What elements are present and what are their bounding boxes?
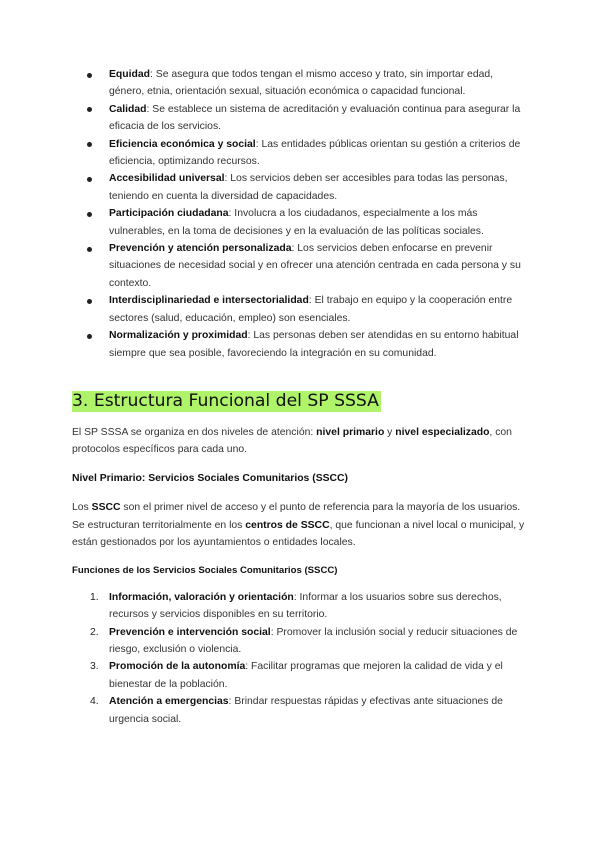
- list-item: [72, 693, 528, 728]
- bullet-icon: [87, 247, 92, 252]
- functions-list: [72, 589, 528, 728]
- list-item: [72, 101, 528, 136]
- bullet-icon: [87, 73, 92, 78]
- intro-text-3: , con protocolos específicos para cada uno.: [72, 426, 512, 456]
- list-item: [72, 205, 528, 240]
- sscc-paragraph: [72, 499, 528, 551]
- list-item: [72, 66, 528, 101]
- list-item-text: : Involucra a los ciudadanos, especialmente a los más vulnerables, en la toma de decisiones y en la evaluación de las políticas sociales.: [109, 208, 484, 237]
- list-item: [72, 240, 528, 292]
- page-content: [72, 66, 528, 728]
- bullet-icon: [87, 299, 92, 304]
- list-item: [72, 327, 528, 362]
- list-item-text: : Promover la inclusión social y reducir situaciones de riesgo, exclusión o violencia.: [109, 626, 518, 655]
- list-item-title: Eficiencia económica y social: [109, 138, 256, 150]
- list-item-title: Interdisciplinariedad e intersectorialidad: [109, 295, 309, 307]
- bullet-icon: [87, 142, 92, 147]
- intro-paragraph: [72, 424, 528, 459]
- sscc-bold-2: centros de SSCC: [245, 519, 330, 531]
- list-item-title: Calidad: [109, 103, 147, 115]
- sscc-text-2: son el primer nivel de acceso y el punto de referencia para la mayoría de los usuarios. Se estructuran territorialmente en los: [72, 502, 521, 531]
- intro-bold-1: nivel primario: [316, 426, 385, 438]
- list-item: [72, 658, 528, 693]
- list-item-title: Normalización y proximidad: [109, 330, 248, 342]
- list-item-title: Prevención y atención personalizada: [109, 243, 292, 255]
- list-item-title: Prevención e intervención social: [109, 626, 271, 638]
- list-item: [72, 170, 528, 205]
- list-item-text: : Los servicios deben ser accesibles para todas las personas, teniendo en cuenta la diversidad de capacidades.: [109, 173, 508, 202]
- sscc-text-3: , que funcionan a nivel local o municipal, y están gestionados por los ayuntamientos o entidades locales.: [72, 519, 525, 548]
- list-item-text: : Se establece un sistema de acreditación y evaluación continua para asegurar la eficacia de los servicios.: [109, 103, 521, 133]
- section-heading: [72, 389, 528, 413]
- list-item: [72, 136, 528, 171]
- list-item: [72, 292, 528, 327]
- list-item: [72, 624, 528, 659]
- section-heading-text: 3. Estructura Funcional del SP SSSA: [72, 390, 379, 411]
- list-item-text: : El trabajo en equipo y la cooperación entre sectores (salud, educación, empleo) son esenciales.: [109, 295, 513, 324]
- bullet-icon: [87, 212, 92, 217]
- sscc-text-1: Los: [72, 502, 92, 514]
- bullet-icon: [87, 177, 92, 182]
- list-item-title: Equidad: [109, 69, 150, 80]
- list-item-text: : Informar a los usuarios sobre sus derechos, recursos y servicios disponibles en su territorio.: [109, 591, 502, 621]
- list-number: 2.: [90, 626, 99, 638]
- list-item-text: : Facilitar programas que mejoren la calidad de vida y el bienestar de la población.: [109, 661, 503, 690]
- list-item-title: Participación ciudadana: [109, 208, 229, 220]
- principles-list: [72, 66, 528, 362]
- list-item-text: : Las entidades públicas orientan su gestión a criterios de eficiencia, optimizando recursos.: [109, 138, 521, 168]
- intro-text-1: El SP SSSA se organiza en dos niveles de atención:: [72, 426, 317, 438]
- subheading-primary-level: Nivel Primario: Servicios Sociales Comunitarios (SSCC): [72, 472, 349, 484]
- intro-text-2: y: [384, 426, 396, 438]
- list-item-title: Información, valoración y orientación: [109, 591, 294, 603]
- sscc-bold-1: SSCC: [91, 502, 121, 514]
- list-number: 4.: [90, 696, 99, 708]
- list-item-text: : Se asegura que todos tengan el mismo acceso y trato, sin importar edad, género, etnia, orientación sexual, situación económica o capacidad funcional.: [109, 69, 494, 98]
- list-item-title: Promoción de la autonomía: [109, 661, 246, 673]
- list-item-title: Atención a emergencias: [109, 696, 229, 708]
- bullet-icon: [87, 107, 92, 112]
- list-item: [72, 589, 528, 624]
- list-item-title: Accesibilidad universal: [109, 173, 225, 185]
- bullet-icon: [87, 334, 92, 339]
- list-number: 1.: [90, 591, 99, 603]
- list-item-text: : Los servicios deben enfocarse en prevenir situaciones de necesidad social y en ofrecer una atención centrada en cada persona y su contexto.: [109, 243, 521, 289]
- intro-bold-2: nivel especializado: [395, 426, 490, 438]
- list-number: 3.: [90, 661, 99, 673]
- list-item-text: : Las personas deben ser atendidas en su entorno habitual siempre que sea posible, favoreciendo la integración en su comunidad.: [109, 330, 519, 359]
- subheading-functions: Funciones de los Servicios Sociales Comunitarios (SSCC): [72, 565, 338, 577]
- list-item-text: : Brindar respuestas rápidas y efectivas ante situaciones de urgencia social.: [109, 696, 503, 725]
